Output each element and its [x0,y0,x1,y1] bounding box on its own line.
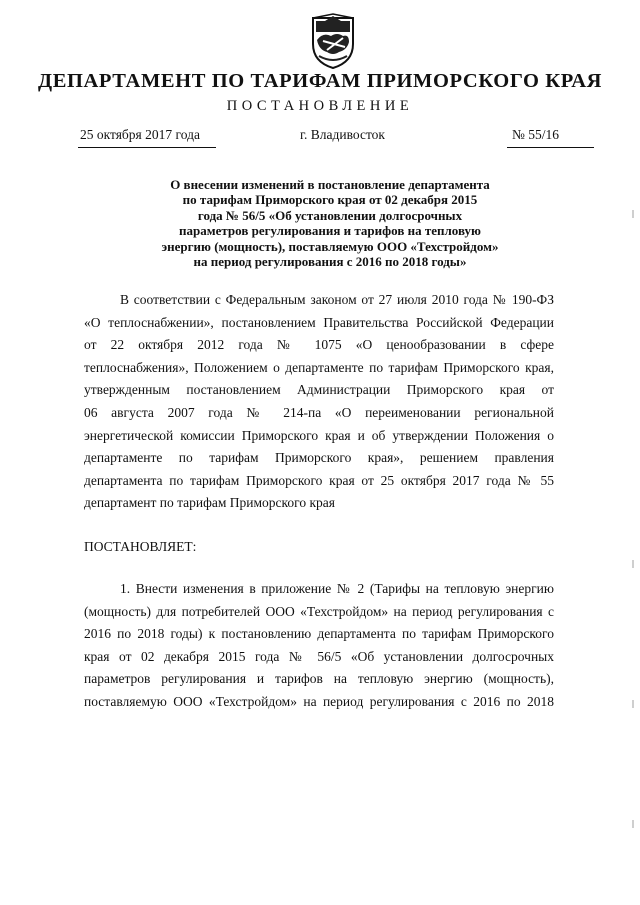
scan-mark [632,210,634,218]
item-1-paragraph [84,578,554,714]
document-type: ПОСТАНОВЛЕНИЕ [226,98,414,114]
text-line: утвержденным постановлением Администрации Приморского края от [84,382,554,398]
text-line: департамент по тарифам Приморского края [84,495,335,511]
decree-city: г. Владивосток [300,127,385,142]
scan-mark [632,700,634,708]
department-heading: ДЕПАРТАМЕНТ ПО ТАРИФАМ ПРИМОРСКОГО КРАЯ [37,70,603,92]
scan-mark [632,560,634,568]
title-line: параметров регулирования и тарифов на тепловую [179,223,481,239]
text-line: от 22 октября 2012 года № 1075 «О ценообразовании в сфере [84,337,554,353]
text-line: (мощность) для потребителей ООО «Техстройдом» на период регулирования с [84,603,554,619]
date-underline [78,147,216,148]
resolves-heading [84,536,554,559]
scan-mark [632,820,634,828]
decree-date: 25 октября 2017 года [80,127,200,142]
title-line: на период регулирования с 2016 по 2018 годы» [193,254,467,270]
title-line: по тарифам Приморского края от 02 декабря 2015 [182,192,478,208]
title-line: года № 56/5 «Об установлении долгосрочных [197,207,463,223]
text-line: «О теплоснабжении», постановлением Правительства Российской Федерации [84,314,554,330]
number-underline [507,147,594,148]
decree-title [110,177,550,269]
coat-of-arms-emblem [303,10,363,72]
text-line: департаменте по тарифам Приморского края», решением правления [84,450,554,466]
text-line: теплоснабжения», Положением о департаменте по тарифам Приморского края, [84,359,554,375]
resolves-text: ПОСТАНОВЛЯЕТ: [84,539,197,554]
text-line: энергетической комиссии Приморского края и об утверждении Положения о [84,427,554,443]
text-line: поставляемую ООО «Техстройдом» на период регулирования с 2016 по 2018 [84,693,554,709]
decree-number: № 55/16 [512,127,560,142]
title-line: О внесении изменений в постановление департамента [170,177,490,192]
text-line: 1. Внести изменения в приложение № 2 (Тарифы на тепловую энергию [120,581,554,596]
text-line: края от 02 декабря 2015 года № 56/5 «Об установлении долгосрочных [84,648,554,664]
preamble-paragraph [84,289,554,515]
text-line: В соответствии с Федеральным законом от 27 июля 2010 года № 190-ФЗ [120,292,554,307]
text-line: параметров регулирования и тарифов на тепловую энергию (мощность), [84,671,554,687]
text-line: 2016 по 2018 годы) к постановлению департамента по тарифам Приморского [84,626,554,642]
title-line: энергию (мощность), поставляемую ООО «Техстройдом» [161,238,499,254]
text-line: департамента по тарифам Приморского края от 25 октября 2017 года № 55 [84,472,554,488]
text-line: 06 августа 2007 года № 214-па «О переименовании региональной [84,404,554,420]
